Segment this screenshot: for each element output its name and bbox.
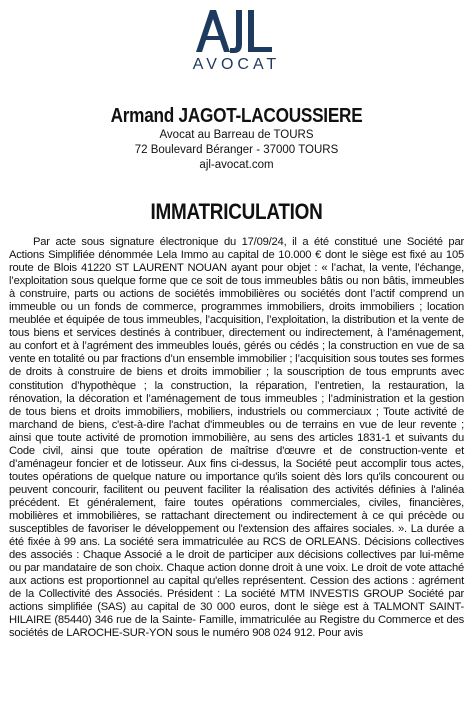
lawyer-name: Armand JAGOT-LACOUSSIERE xyxy=(110,105,363,127)
logo xyxy=(0,6,473,74)
logo-subtitle: AVOCAT xyxy=(192,56,281,73)
notice-body: Par acte sous signature électronique du 17/09/24, il a été constitué une Société par Actions Simplifiée dénommée Lela Immo au capital de 10.000 € dont le siège est fixé au 105 route de Blois 41220 ST LAURENT NOUAN ayant pour objet : « l’achat, la vente, l’échange, l’exploitation sous quelque forme que ce soit de tous immeubles bâtis ou non bâtis, immeubles à construire, parts ou actions de sociétés immobilières ou sociétés dont l’actif comprend un immeuble ou un fonds de commerce, programmes immobiliers, droits immobiliers ; location meublée et équipée de tous immeubles, l’acquisition, l’exploitation, la distribution et la vente de tous biens et services destinés à contribuer, directement ou indirectement, à l’aménagement, au confort et à l’agrément des immeubles loués, gérés ou cédés ; la construction en vue de sa vente en totalité ou par fractions d’un ensemble immobilier ; l’acquisition sous toutes ses formes de droits à construire de biens et droits immobilier ; la souscription de tous emprunts avec constitution d’hypothèque ; la construction, la réparation, l’entretien, la restauration, la rénovation, la décoration et l’aménagement de tous immeubles ; l’administration et la gestion de tous biens et droits immobiliers, mobiliers, industriels ou commerciaux ; Toute activité de marchand de biens, c'est-à-dire l'achat d'immeubles ou de terrains en vue de leur revente ; ainsi que toute activité de promotion immobilière, au sens des articles 1831-1 et suivants du Code civil, ainsi que toute opération de maîtrise d'œuvre et de construction-vente et d’aménageur foncier et de lotisseur. Aux fins ci-dessus, la Société peut accomplir tous actes, toutes opérations de quelque nature ou importance qu'ils soient dès lors qu'ils concourent ou peuvent concourir, facilitent ou peuvent faciliter la réalisation des activités définies à l'alinéa précédent. Et généralement, faire toutes opérations commerciales, civiles, financières, mobilières et immobilières, se rattachant directement ou indirectement à ce qui précède ou susceptibles de favoriser le développement ou l'extension des affaires sociales. ». La durée a été fixée à 99 ans. La société sera immatriculée au RCS de ORLEANS. Décisions collectives des associés : Chaque Associé a le droit de participer aux décisions collectives par lui-même ou par mandataire de son choix. Chaque action donne droit à une voix. Le droit de vote attaché aux actions est proportionnel au capital qu'elles représentent. Cession des actions : agrément de la Collectivité des Associés. Président : La société MTM INVESTIS GROUP Société par actions simplifiée (SAS) au capital de 30 000 euros, dont le siège est à TALMONT SAINT-HILAIRE (85440) 346 rue de la Sainte- Famille, immatriculée au Registre du Commerce et des sociétés de LAROCHE-SUR-YON sous le numéro 908 024 912. Pour avis xyxy=(9,236,464,640)
lawyer-website: ajl-avocat.com xyxy=(199,159,274,171)
notice-title: IMMATRICULATION xyxy=(150,199,323,224)
lawyer-bar: Avocat au Barreau de TOURS xyxy=(159,129,314,141)
lawyer-address: 72 Boulevard Béranger - 37000 TOURS xyxy=(134,144,339,156)
ajl-monogram-icon xyxy=(192,6,282,56)
lawyer-header xyxy=(0,104,473,173)
